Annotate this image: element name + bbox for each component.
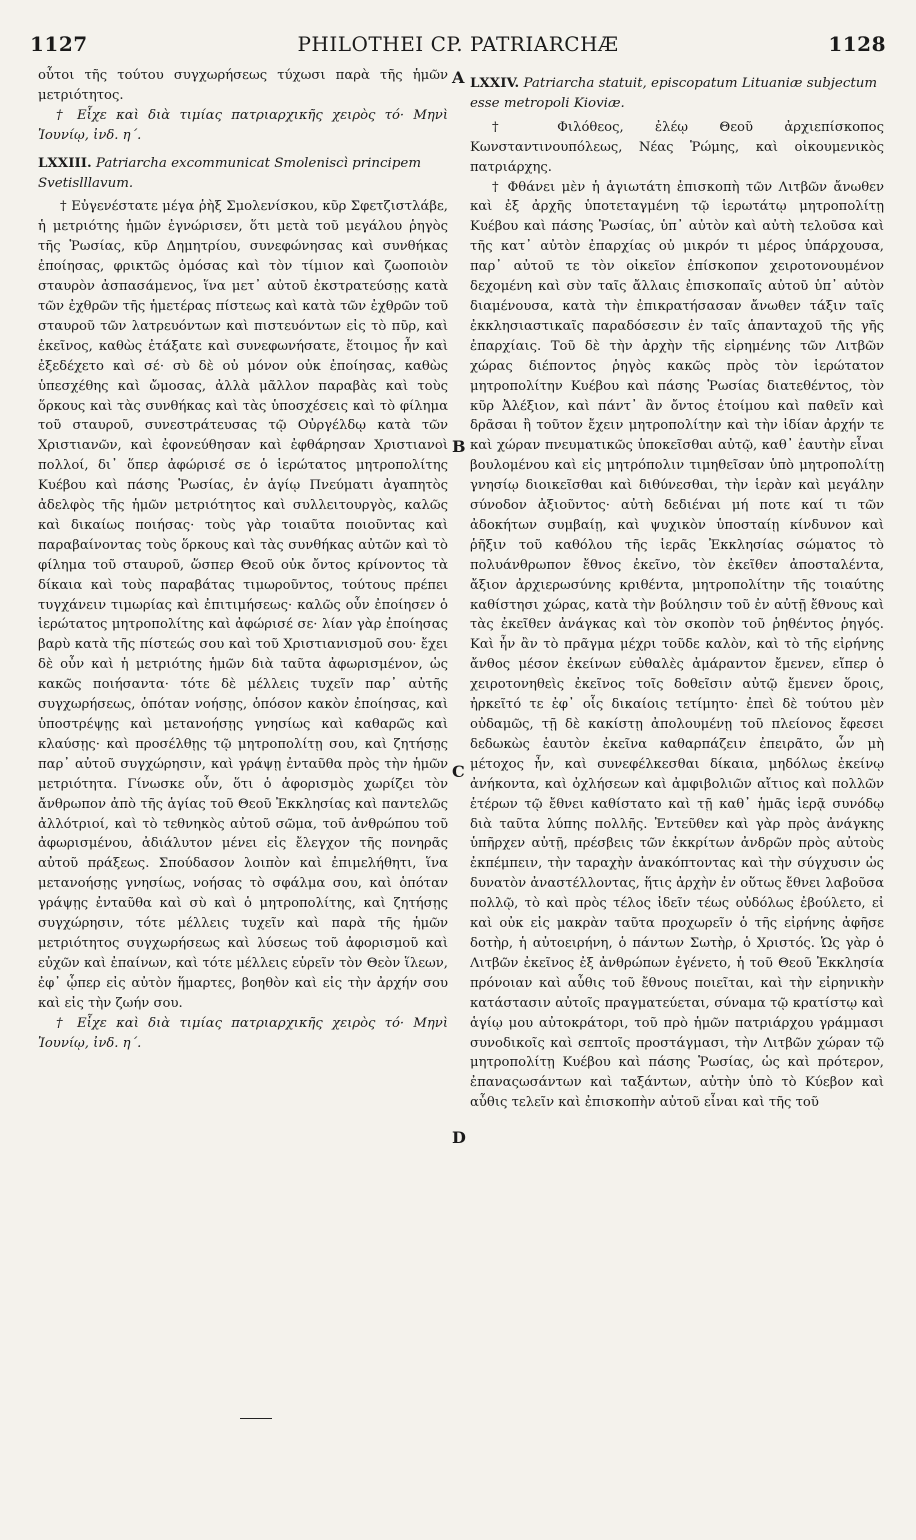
section-number: LXXIII. [38,154,92,171]
section-number: LXXIV. [470,75,520,91]
section-heading-lxxiv [470,74,884,114]
left-signature-1: † Εἶχε καὶ διὰ τιμίας πατριαρχικῆς χειρὸς τό· Μηνὶ Ἰουνίῳ, ἰνδ. η΄. [38,107,448,143]
running-title: PHILOTHEI CP. PATRIARCHÆ [297,32,619,56]
section-title: Patriarcha statuit, episcopatum Lituaniæ subjectum esse metropoli Kioviæ. [470,76,878,111]
right-intitulatio: † Φιλόθεος, ἐλέῳ Θεοῦ ἀρχιεπίσκοπος Κωνσταντινουπόλεως, Νέας Ῥώμης, καὶ οἰκουμενικὸς πατριάρχης. [470,119,884,175]
left-body-text: † Εὐγενέστατε μέγα ῥὴξ Σμολενίσκου, κῦρ Σφετζιστλάβε, ἡ μετριότης ἡμῶν ἐγνώρισεν, ὅτι μετὰ τοῦ μεγάλου ῥηγὸς τῆς Ῥωσίας, κῦρ Δημητρίου, συνεφώνησας καὶ συνθήκας ἐποίησας, φρικτῶς ὀμόσας καὶ τὸν τίμιον καὶ ζωοποιὸν σταυρὸν ἀσπασάμενος, ἵνα μετ᾽ αὐτοῦ ἐκστρατεύσῃς κατὰ τῶν ἐχθρῶν τῆς ἡμετέρας πίστεως καὶ κατὰ τῶν ἐχθρῶν τοῦ σταυροῦ τῶν λατρευόντων καὶ πιστευόντων εἰς τὸ πῦρ, καὶ ἐκεῖνος, καθὼς ἐτάξατε καὶ συνεφωνήσατε, ἕτοιμος ἦν καὶ ἐξεδέχετο καὶ σέ· σὺ δὲ οὐ μόνον οὐκ ἐποίησας, καθὼς ὑπεσχέθης καὶ ὤμοσας, ἀλλὰ μᾶλλον παραβὰς καὶ τοὺς ὅρκους καὶ τὰς συνθήκας καὶ τὰς ὑποσχέσεις καὶ τὸ φίλημα τοῦ σταυροῦ, συνεστράτευσας τῷ Οὐργέλδῳ κατὰ τῶν Χριστιανῶν, καὶ ἐφονεύθησαν καὶ ἐφθάρησαν Χριστιανοὶ πολλοί, δι᾽ ὅπερ ἀφώρισέ σε ὁ ἱερώτατος μητροπολίτης Κυέβου καὶ πάσης Ῥωσίας, ἐν ἁγίῳ Πνεύματι ἀγαπητὸς ἀδελφὸς τῆς ἡμῶν μετριότητος καὶ συλλειτουργὸς, καλῶς καὶ δικαίως ποιήσας· τοὺς γὰρ τοιαῦτα ποιοῦντας καὶ παραβαίνοντας τοὺς ὅρκους καὶ τὰς συνθήκας αὐτῶν καὶ τὸ φίλημα τοῦ σταυροῦ, ὥσπερ Θεοῦ οὐκ ὄντος κρίνοντος τὰ δίκαια καὶ τοὺς παραβάτας τιμωροῦντος, τούτους πρέπει τυγχάνειν τιμωρίας καὶ ἐπιτιμήσεως· καλῶς οὖν ἐποίησεν ὁ ἱερώτατος μητροπολίτης καὶ ἀφώρισέ σε· λίαν γὰρ ἐποίησας βαρὺ κατὰ τῆς πίστεώς σου καὶ τοῦ Χριστιανισμοῦ σου· ἔχει δὲ οὖν καὶ ἡ μετριότης ἡμῶν διὰ ταῦτα ἀφωρισμένον, ὡς κακῶς ποιήσαντα· τότε δὲ μέλλεις τυχεῖν παρ᾽ αὐτῆς συγχωρήσεως, ὁπόταν νοήσῃς, ὁπόσον κακὸν ἐποίησας, καὶ ὑποστρέψῃς καὶ μετανοήσῃς γνησίως καὶ καθαρῶς καὶ κλαύσῃς· καὶ προσέλθῃς τῷ μητροπολίτῃ σου, καὶ ζητήσῃς παρ᾽ αὐτοῦ συγχώρησιν, καὶ γράψῃ ἐνταῦθα πρὸς τὴν ἡμῶν μετριότητα. Γίνωσκε οὖν, ὅτι ὁ ἀφορισμὸς χωρίζει τὸν ἄνθρωπον ἀπὸ τῆς ἁγίας τοῦ Θεοῦ Ἐκκλησίας καὶ παντελῶς ἀλλότριοί, καὶ τὸ τεθνηκὸς αὐτοῦ σῶμα, τοῦ ἀνθρώπου τοῦ ἀφωρισμένου, ἀδιάλυτον μένει εἰς ἔλεγχον τῆς πονηρᾶς αὐτοῦ πράξεως. Σπούδασον λοιπὸν καὶ ἐπιμελήθητι, ἵνα μετανοήσῃς γνησίως, νοήσας τὸ σφάλμα σου, καὶ ὁπόταν γράψῃς ἐνταῦθα καὶ σὺ καὶ ὁ μητροπολίτης, καὶ ζητήσῃς συγχώρησιν, τότε μέλλεις τυχεῖν καὶ παρὰ τῆς ἡμῶν μετριότητος συγχωρήσεως καὶ λύσεως τοῦ ἀφορισμοῦ καὶ εὐχῶν καὶ ἐπαίνων, καὶ τότε μέλλεις εὑρεῖν τὸν Θεὸν ἵλεων, ἐφ᾽ ᾧπερ εἰς αὐτὸν ἥμαρτες, βοηθὸν καὶ εἰς τὴν ἀρχήν σου καὶ εἰς τὴν ζωήν σου. [38,199,448,1011]
running-header [30,32,886,60]
page-number-left: 1127 [30,32,88,56]
left-signature-2: † Εἶχε καὶ διὰ τιμίας πατριαρχικῆς χειρὸς τό· Μηνὶ Ἰουνίῳ, ἰνδ. η΄. [38,1015,448,1051]
right-column [470,66,884,1506]
margin-marker-a: A [452,68,465,87]
section-title: Patriarcha excommunicat Smoleniscì principem Svetislllavum. [38,155,422,191]
margin-marker-d: D [452,1128,466,1147]
left-paragraph-continued: οὗτοι τῆς τούτου συγχωρήσεως τύχωσι παρὰ τῆς ἡμῶν μετριότητος. [38,68,448,103]
margin-marker-c: C [452,762,465,781]
margin-marker-b: B [452,437,466,456]
section-heading-lxxiii [38,154,448,194]
right-body-text: † Φθάνει μὲν ἡ ἁγιωτάτη ἐπισκοπὴ τῶν Λιτβῶν ἄνωθεν καὶ ἐξ ἀρχῆς ὑποτεταγμένη τῷ ἱερωτάτῳ μητροπολίτῃ Κυέβου καὶ πάσης Ῥωσίας, ὑπ᾽ αὐτὸν καὶ αὐτὴ τελοῦσα καὶ τῆς κατ᾽ αὐτὸν ἐπαρχίας οὐ μικρόν τι μέρος ὑπάρχουσα, παρ᾽ αὐτοῦ τε τὸν οἰκεῖον ἐπίσκοπον χειροτονουμένον δεχομένη καὶ σὺν ταῖς ἄλλαις ἐπισκοπαῖς αὐτοῦ ὑπ᾽ αὐτὸν διαμένουσα, κατὰ τὴν ἐπικρατήσασαν ἄνωθεν τάξιν ταῖς ἐκκλησιαστικαῖς παραδόσεσιν ἐν ταῖς ἁπανταχοῦ τῆς γῆς ἐπαρχίαις. Τοῦ δὲ τὴν ἀρχὴν τῆς εἰρημένης τῶν Λιτβῶν χώρας διέποντος ῥηγὸς κακῶς πρὸς τὸν ἱερώτατον μητροπολίτην Κυέβου καὶ πάσης Ῥωσίας διατεθέντος, τὸν κῦρ Ἀλέξιον, καὶ πάντ᾽ ἂν ὄντος ἑτοίμου καὶ παθεῖν καὶ δρᾶσαι ἢ τοῦτον ἔχειν μητροπολίτην καὶ τὴν ἰδίαν ἀρχήν τε καὶ χώραν πνευματικῶς ὑποκεῖσθαι αὐτῷ, καθ᾽ ἑαυτὴν εἶναι βουλομένου καὶ εἰς μητρόπολιν τιμηθεῖσαν ὑπὸ μητροπολίτῃ γνησίῳ διοικεῖσθαι καὶ διθύνεσθαι, τὴν ἱερὰν καὶ μεγάλην σύνοδον ἀξιοῦντος· αὐτὴ δεδιέναι μή ποτε καί τι τῶν ἀδοκήτων συμβαίῃ, καὶ ψυχικὸν ὑποσταίῃ κίνδυνον καὶ ῥῆξιν τοῦ καθόλου τῆς ἱερᾶς Ἐκκλησίας σώματος τὸ πολυάνθρωπον ἔθνος ἐκεῖνο, τὸν ἐκεῖθεν ἀποσταλέντα, ἄξιον ἀρχιερωσύνης κριθέντα, μητροπολίτην τῆς τοιαύτης καθίστησι χώρας, κατὰ τὴν βούλησιν τοῦ ἐν αὐτῇ ἔθνους καὶ τὰς ἐκεῖθεν ἀνάγκας καὶ τὸν σκοπὸν τοῦ ῥηθέντος ῥηγός. Καὶ ἦν ἂν τὸ πρᾶγμα μέχρι τοῦδε καλὸν, καὶ τὸ τῆς εἰρήνης ἄνθος μέσον ἐκείνων εὐθαλὲς ἀμάραντον ἔμενεν, εἴπερ ὁ χειροτονηθεὶς ἐκεῖνος τοῖς δοθεῖσιν αὐτῷ ἔμενεν ὅροις, ἠρκεῖτό τε ἐφ᾽ οἷς δικαίοις τετίμητο· ἐπεὶ δὲ τούτου μὲν οὐδαμῶς, τῇ δὲ κακίστῃ ἀπολουμένῃ τοῦ πλείονος ἔφεσει δεδωκὼς ἑαυτὸν ἐκεῖνα καθαρπάζειν ἐπειρᾶτο, ὧν μὴ μέτοχος ἦν, καὶ συνεφέλκεσθαι δίκαια, μηδόλως ἐκείνῳ ἀνήκοντα, καὶ ὀχλήσεων καὶ ἀμφιβολιῶν αἴτιος καὶ πολλῶν ἑτέρων τῷ ἔθνει καθίστατο καὶ τῇ καθ᾽ ἡμᾶς ἱερᾷ συνόδῳ διὰ ταῦτα λύπης πολλῆς. Ἐντεῦθεν καὶ γὰρ πρὸς ἀνάγκης ὑπῆρχεν αὐτῇ, πρέσβεις τῶν ἐκκρίτων ἀνδρῶν πρὸς αὐτοὺς ἐκπέμπειν, τὴν ταραχὴν ἀνακόπτοντας καὶ τὴν σύγχυσιν ὡς δυνατὸν ἀναστέλλοντας, ἥτις ἀρχὴν ἐν οὕτως ἔθνει λαβοῦσα πολλῷ, τὸ καὶ πρὸς τέλος ἰδεῖν τέως οὐδόλως ἐβούλετο, εἰ καὶ οὐκ εἰς μακρὰν ταῦτα προχωρεῖν ὁ τῆς εἰρήνης ἀφῆσε δοτὴρ, ἡ αὐτοειρήνη, ὁ πάντων Σωτὴρ, ὁ Χριστός. Ὡς γὰρ ὁ Λιτβῶν ἐκεῖνος ἐξ ἀνθρώπων ἐγένετο, ἡ τοῦ Θεοῦ Ἐκκλησία πρόνοιαν καὶ αὖθις τοῦ ἔθνους ποιεῖται, καὶ τὴν εἰρηνικὴν κατάστασιν αὐτοῖς πραγματεύεται, σύναμα τῷ κρατίστῳ καὶ ἁγίῳ μου αὐτοκράτορι, τοῦ πρὸ ἡμῶν πατριάρχου γράμμασι συνοδικοῖς καὶ σεπτοῖς προστάγμασι, τὴν Λιτβῶν χώραν τῷ μητροπολίτῃ Κυέβου καὶ πάσης Ῥωσίας, ὡς καὶ πρότερον, ἐπαναςωσάντων καὶ ταξάντων, αὐτὴν ὑπὸ τὸ Κύεβον καὶ αὖθις τελεῖν καὶ ἐπισκοπὴν αὐτοῦ εἶναι καὶ τῆς τοῦ [470,179,884,1111]
end-rule [240,1418,272,1419]
page-number-right: 1128 [828,32,886,56]
left-column [38,66,448,1506]
